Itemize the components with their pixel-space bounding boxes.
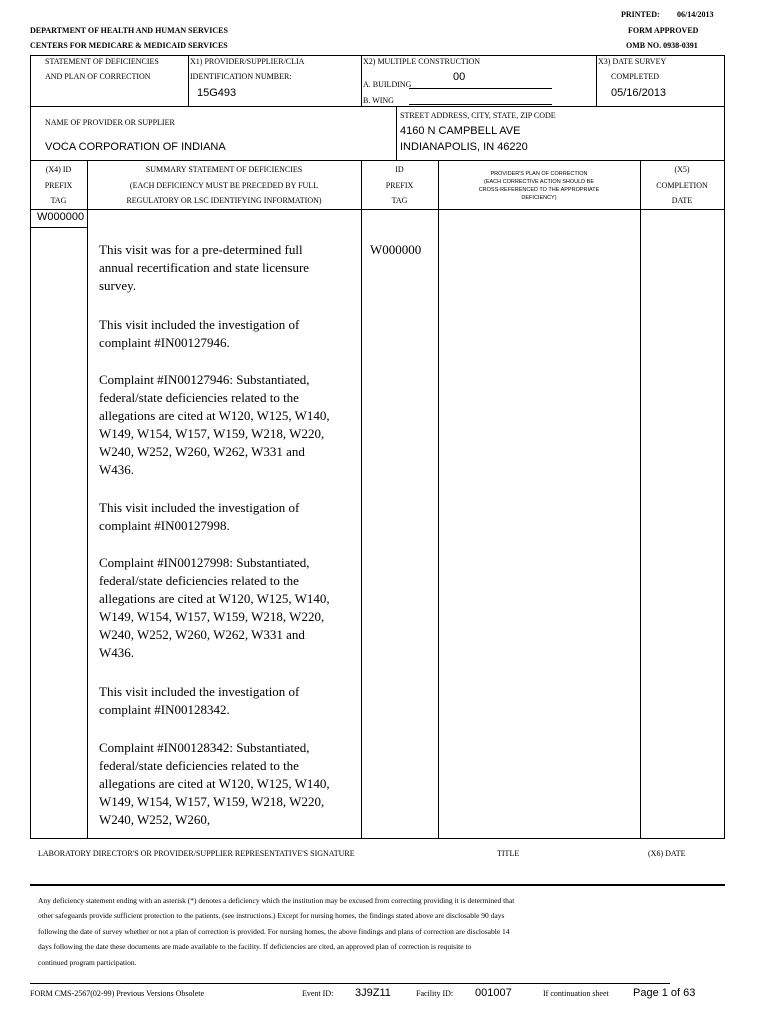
facility-id-value: 001007 [475,987,512,999]
disclaimer-line1: Any deficiency statement ending with an asterisk (*) denotes a deficiency which the institution may be excused from correcting providing it is determined that [38,896,515,905]
body-divider-4 [640,209,641,838]
body-left-rule [30,209,31,838]
plan-header-line2: (EACH CORRECTIVE ACTION SHOULD BE [483,179,595,185]
form-approved: FORM APPROVED [628,26,699,35]
footer-rule [30,983,670,984]
summary-paragraph-7: Complaint #IN00128342: Substantiated, federal/state deficiencies related to the allegations are cited at W120, W125, W140, W149, W154, W157, W159, W218, W220, W240, W252, W260, [99,740,330,827]
x5-header-line2: COMPLETION [656,181,708,190]
x3-label-line2: COMPLETED [611,72,659,81]
x5-header-line1: (X5) [674,165,690,174]
provider-name-label: NAME OF PROVIDER OR SUPPLIER [45,118,175,127]
multiple-construction-value: 00 [453,71,466,83]
plan-header-line4: DEFICIENCY) [521,195,557,201]
department-name: DEPARTMENT OF HEALTH AND HUMAN SERVICES [30,26,228,35]
id-block-right-rule [724,55,725,107]
wing-label: B. WING [363,96,394,105]
x1-label-line1: X1) PROVIDER/SUPPLIER/CLIA [190,57,305,66]
provider-block-divider [396,106,397,160]
summary-paragraph-3: Complaint #IN00127946: Substantiated, federal/state deficiencies related to the allegations are cited at W120, W125, W140, W149, W154, W157, W159, W218, W220, W240, W252, W260, W262, W331 and W436. [99,372,330,477]
event-id-label: Event ID: [302,989,334,998]
building-line [409,88,552,89]
printed-date: 06/14/2013 [677,10,714,19]
summary-paragraph-4: This visit included the investigation of complaint #IN00127998. [99,500,300,533]
summary-paragraph-6: This visit included the investigation of complaint #IN00128342. [99,684,300,717]
plan-header-line1: PROVIDER'S PLAN OF CORRECTION [490,171,588,177]
survey-completed-date: 05/16/2013 [611,87,667,99]
printed-label: PRINTED: [621,10,660,19]
id-block-left-rule [30,55,31,107]
x5-header-line3: DATE [671,196,693,205]
disclaimer-line2: other safeguards provide sufficient protection to the patients. (see instructions.) Except for nursing homes, the findings stated above are disclosable 90 days [38,911,505,920]
colhead-bottom-rule [30,209,725,210]
disclaimer-line3: following the date of survey whether or not a plan of correction is provided. For nursing homes, the above findings and plans of correction are disclosable 14 [38,927,510,936]
facility-id-label: Facility ID: [416,989,454,998]
id-header-line1: ID [395,165,404,174]
provider-name-value: VOCA CORPORATION OF INDIANA [45,141,226,153]
building-label: A. BUILDING [363,80,412,89]
colhead-right-rule [724,160,725,210]
disclaimer-line5: continued program participation. [38,958,137,967]
centers-name: CENTERS FOR MEDICARE & MEDICAID SERVICES [30,41,228,50]
form-number: FORM CMS-2567(02-99) Previous Versions Obsolete [30,989,205,998]
prefix-tag: W000000 [37,211,85,223]
id-prefix-tag: W000000 [370,242,422,257]
statement-label-line2: AND PLAN OF CORRECTION [45,72,151,81]
body-right-rule [724,209,725,838]
page-number: Page 1 of 63 [633,987,696,999]
x1-label-line2: IDENTIFICATION NUMBER: [190,72,292,81]
body-divider-2 [361,209,362,838]
provider-block-right-rule [724,106,725,160]
id-header-line2: PREFIX [385,181,414,190]
id-block-divider-1 [188,55,189,107]
title-label: TITLE [497,849,520,858]
provider-block-bottom-rule [30,160,725,161]
x4-header-line3: TAG [50,196,67,205]
summary-header-line2: (EACH DEFICIENCY MUST BE PRECEDED BY FULL [129,181,319,190]
id-block-divider-3 [596,55,597,107]
x4-header-line1: (X4) ID [45,165,72,174]
provider-clia-number: 15G493 [197,87,237,99]
provider-block-left-rule [30,106,31,160]
summary-header-line1: SUMMARY STATEMENT OF DEFICIENCIES [145,165,303,174]
address-line2: INDIANAPOLIS, IN 46220 [400,141,528,153]
x6-date-label: (X6) DATE [648,849,686,858]
statement-label-line1: STATEMENT OF DEFICIENCIES [45,57,159,66]
id-header-line3: TAG [391,196,408,205]
signature-label: LABORATORY DIRECTOR'S OR PROVIDER/SUPPLIER REPRESENTATIVE'S SIGNATURE [38,849,355,858]
summary-paragraph-5: Complaint #IN00127998: Substantiated, federal/state deficiencies related to the allegations are cited at W120, W125, W140, W149, W154, W157, W159, W218, W220, W240, W252, W260, W262, W331 and W436. [99,555,330,660]
id-block-divider-2 [361,55,362,107]
address-line1: 4160 N CAMPBELL AVE [400,125,521,137]
colhead-divider-3 [438,160,439,210]
prefix-tag-rule [30,227,87,228]
continuation-label: If continuation sheet [543,989,609,998]
omb-number: OMB NO. 0938-0391 [626,41,698,50]
x4-header-line2: PREFIX [44,181,73,190]
x3-label-line1: X3) DATE SURVEY [598,57,667,66]
event-id-value: 3J9Z11 [355,987,391,999]
summary-paragraph-2: This visit included the investigation of complaint #IN00127946. [99,317,300,350]
summary-header-line3: REGULATORY OR LSC IDENTIFYING INFORMATION) [126,196,322,205]
summary-paragraph-1: This visit was for a pre-determined full annual recertification and state licensure survey. [99,242,310,293]
disclaimer-line4: days following the date these documents are made available to the facility. If deficiencies are cited, an approved plan of correction is requisite to [38,942,472,951]
id-block-bottom-rule [30,106,725,107]
id-block-top-rule [30,55,725,56]
body-divider-1 [87,209,88,838]
address-label: STREET ADDRESS, CITY, STATE, ZIP CODE [400,111,556,120]
x2-label: X2) MULTIPLE CONSTRUCTION [363,57,481,66]
signature-bottom-rule [30,884,725,886]
body-bottom-rule [30,838,725,839]
body-divider-3 [438,209,439,838]
plan-header-line3: CROSS-REFERENCED TO THE APPROPRIATE [478,187,600,193]
wing-line [409,104,552,105]
